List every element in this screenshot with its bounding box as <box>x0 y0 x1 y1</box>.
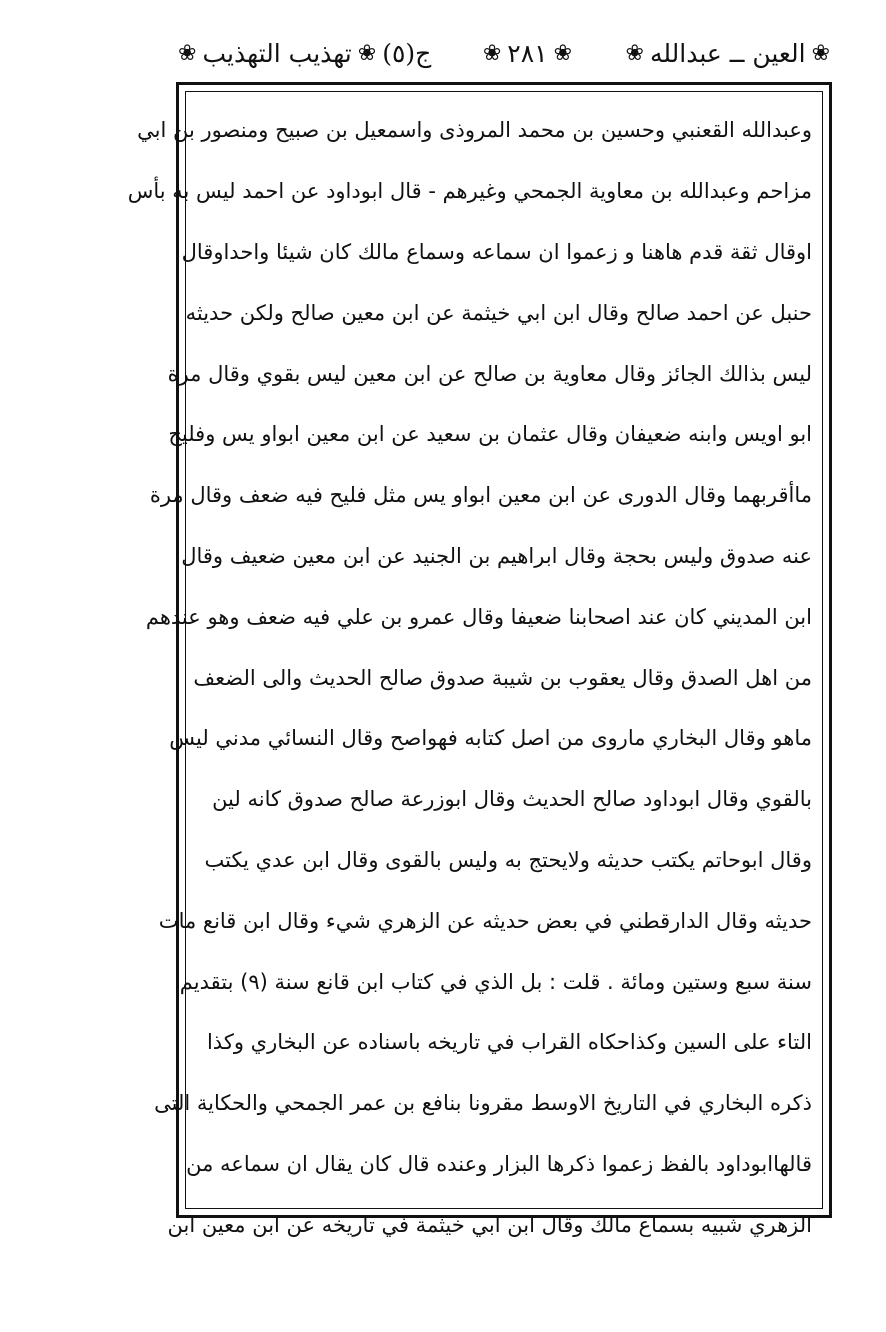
text-line: ماهو وقال البخاري ماروى من اصل كتابه فهواصح وقال النسائي مدني ليس <box>169 726 812 751</box>
section-title: العين ــ عبدالله <box>649 38 806 68</box>
text-line: حنبل عن احمد صالح وقال ابن ابي خيثمة عن ابن معين صالح ولكن حديثه <box>185 300 812 325</box>
text-line: ابو اويس وابنه ضعيفان وقال عثمان بن سعيد عن ابن معين ابواو يس وفليح <box>168 422 812 447</box>
text-line: قالهاابوداود بالفظ زعموا ذكرها البزار وعنده قال كان يقال ان سماعه من <box>186 1151 812 1176</box>
text-line: مزاحم وعبدالله بن معاوية الجمحي وغيرهم - قال ابوداود عن احمد ليس به بأس <box>127 179 812 204</box>
text-line: ماأقربهما وقال الدورى عن ابن معين ابواو يس مثل فليح فيه ضعف وقال مرة <box>149 483 812 508</box>
ornament-icon: ❀ <box>178 40 197 66</box>
book-title: تهذيب التهذيب <box>202 38 352 68</box>
header-section-group <box>624 39 832 68</box>
text-line: من اهل الصدق وقال يعقوب بن شيبة صدوق صالح الحديث والى الضعف <box>193 665 812 690</box>
ornament-icon: ❀ <box>625 40 644 66</box>
text-line: اوقال ثقة قدم هاهنا و زعموا ان سماعه وسماع مالك كان شيئا واحداوقال <box>181 239 812 264</box>
text-line: وعبدالله القعنبي وحسين بن محمد المروذى واسمعيل بن صبيح ومنصور بن ابي <box>137 118 812 143</box>
volume-label: ج(٥) <box>382 38 432 68</box>
text-line: الزهري شبيه بسماع مالك وقال ابن ابي خيثمة في تاريخه عن ابن معين ابن <box>167 1212 812 1237</box>
text-line: حديثه وقال الدارقطني في بعض حديثه عن الزهري شيء وقال ابن قانع مات <box>158 908 812 933</box>
text-line: ليس بذالك الجائز وقال معاوية بن صالح عن ابن معين ليس بقوي وقال مرة <box>167 361 812 386</box>
header-page-group <box>481 39 574 68</box>
page-header <box>176 30 832 76</box>
page-number: ٢٨١ <box>507 38 548 68</box>
ornament-icon: ❀ <box>553 40 573 66</box>
body-text <box>127 100 812 1255</box>
ornament-icon: ❀ <box>811 40 830 66</box>
text-line: ذكره البخاري في التاريخ الاوسط مقرونا بنافع بن عمر الجمحي والحكاية التى <box>154 1091 812 1116</box>
text-line: سنة سبع وستين ومائة . قلت : بل الذي في كتاب ابن قانع سنة (٩) بتقديم <box>179 969 812 994</box>
text-line: عنه صدوق وليس بحجة وقال ابراهيم بن الجنيد عن ابن معين ضعيف وقال <box>181 543 812 568</box>
ornament-icon: ❀ <box>482 40 502 66</box>
text-line: ابن المديني كان عند اصحابنا ضعيفا وقال عمرو بن علي فيه ضعف وهو عندهم <box>145 604 812 629</box>
header-volume-group <box>176 39 431 68</box>
ornament-icon: ❀ <box>357 40 377 66</box>
text-line: التاء على السين وكذاحكاه القراب في تاريخه باسناده عن البخاري وكذا <box>206 1030 812 1055</box>
text-line: بالقوي وقال ابوداود صالح الحديث وقال ابوزرعة صالح صدوق كانه لين <box>212 787 812 812</box>
text-line: وقال ابوحاتم يكتب حديثه ولايحتج به وليس بالقوى وقال ابن عدي يكتب <box>204 847 812 872</box>
